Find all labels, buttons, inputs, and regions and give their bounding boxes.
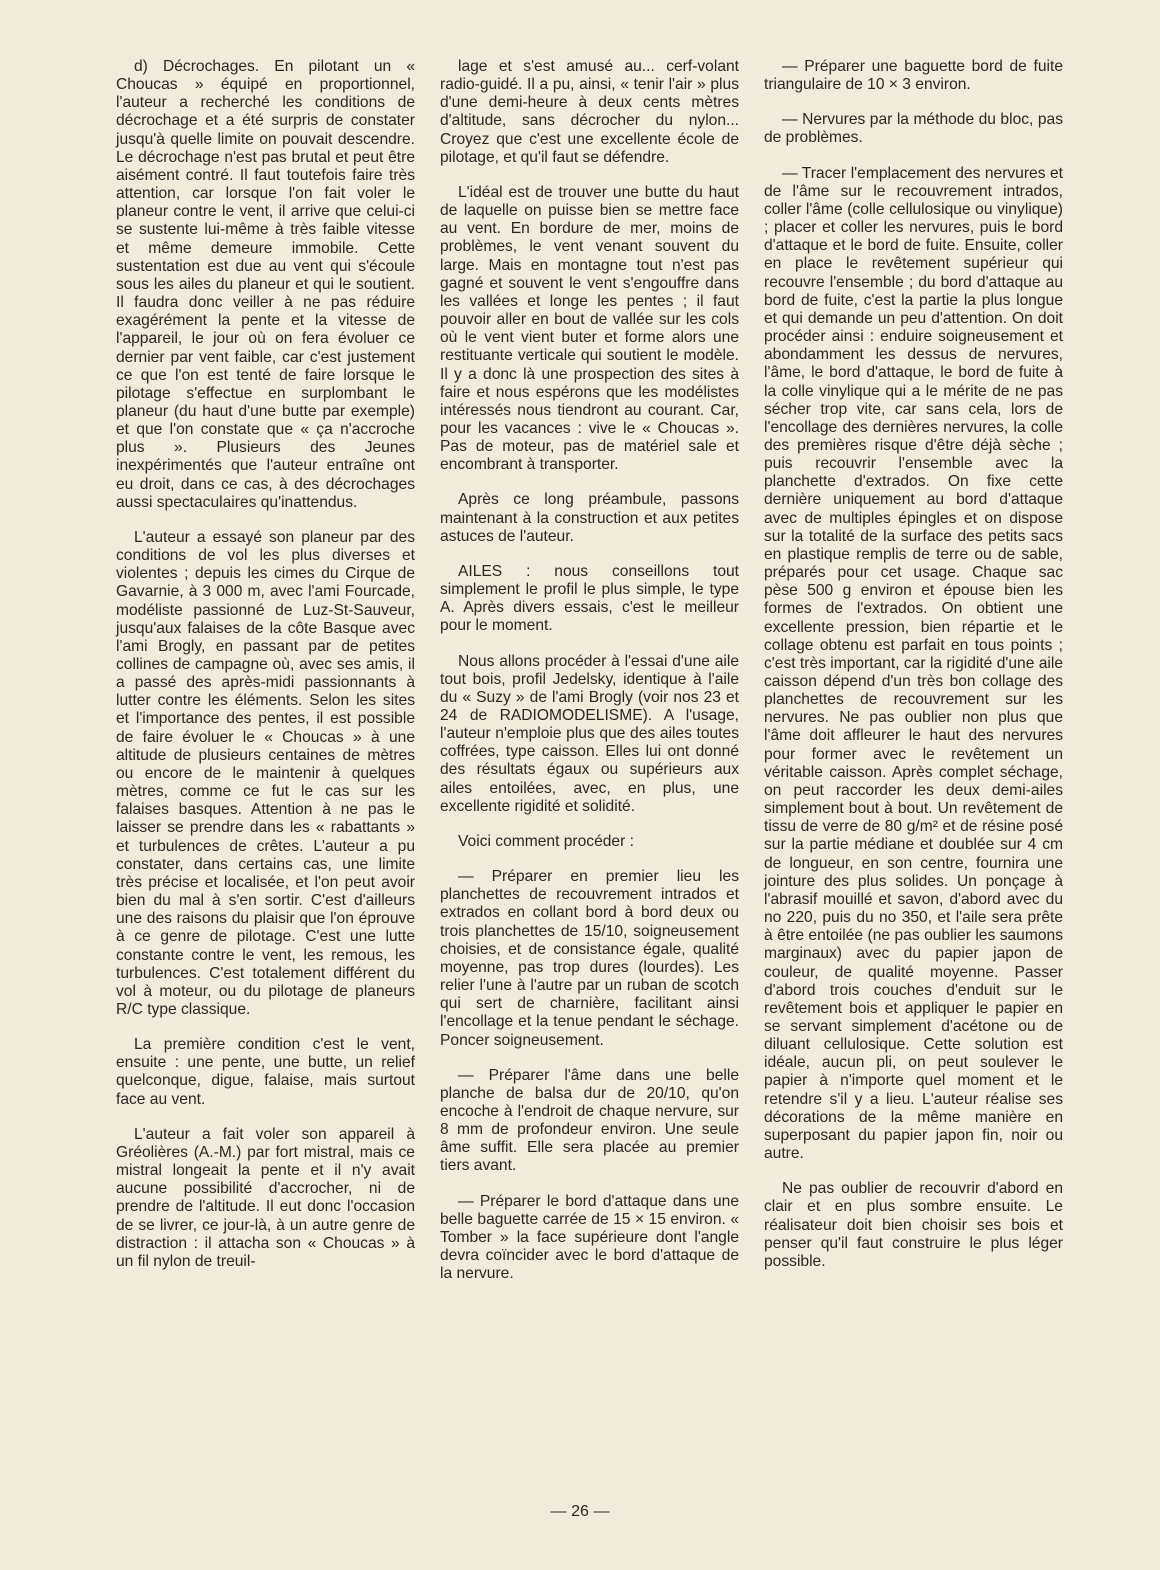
paragraph: — Préparer une baguette bord de fuite triangulaire de 10 × 3 environ. [764, 58, 1063, 94]
paragraph: — Préparer en premier lieu les planchettes de recouvrement intrados et extrados en collant bord à bord deux ou trois planchettes de 15/10, soigneusement choisies, et de consistance égale, qualité moyenne, pas trop dures (lourdes). Les relier l'une à l'autre par un ruban de scotch qui sert de charnière, facilitant ainsi l'encollage et la tenue pendant le séchage. Poncer soigneusement. [440, 868, 739, 1049]
paragraph: — Préparer l'âme dans une belle planche de balsa dur de 20/10, qu'on encoche à l'endroit de chaque nervure, sur 8 mm de profondeur environ. Une seule âme suffit. Elle sera placée au premier tiers avant. [440, 1066, 739, 1175]
text-column-middle [440, 58, 739, 1300]
paragraph: Voici comment procéder : [458, 832, 634, 850]
paragraph: lage et s'est amusé au... cerf-volant radio-guidé. Il a pu, ainsi, « tenir l'air » plus d'une demi-heure à deux cents mètres d'altitude, sans décrocher du nylon... Croyez que c'est une excellente école de pilotage, et qu'il faut se défendre. [440, 58, 739, 166]
text-column-left [116, 58, 415, 1288]
paragraph: L'auteur a essayé son planeur par des conditions de vol les plus diverses et violentes ; depuis les cimes du Cirque de Gavarnie, à 3 000 m, avec l'ami Fourcade, modéliste passionné de Luz-St-Sauveur, jusqu'aux falaises de la côte Basque avec l'ami Brogly, en passant par de petites collines de campagne où, avec ses amis, il a passé des après-midi passionnants à lutter contre les éléments. Selon les sites et l'importance des pentes, il est possible de faire évoluer le « Choucas » à une altitude de plusieurs centaines de mètres ou encore de le maintenir à quelques mètres, comme ce fut le cas sur les falaises basques. Attention à ne pas le laisser se prendre dans les « rabattants » et turbulences de crêtes. L'auteur a pu constater, dans certains cas, une limite très précise et localisée, et l'on peut avoir bien du mal à s'en sortir. C'est d'ailleurs une des raisons du plaisir que l'on éprouve à ce genre de pilotage. C'est une lutte constante contre le vent, les remous, les turbulences. C'est totalement différent du vol à moteur, ou du pilotage de planeurs R/C type classique. [116, 528, 415, 1018]
paragraph: — Nervures par la méthode du bloc, pas de problèmes. [764, 111, 1063, 147]
paragraph: L'auteur a fait voler son appareil à Gréolières (A.-M.) par fort mistral, mais ce mistral longeait la pente et il n'y avait aucune possibilité d'accrocher, ni de prendre de l'altitude. Il eut donc l'occasion de se livrer, ce jour-là, à un autre genre de distraction : il attacha son « Choucas » à un fil nylon de treuil- [116, 1125, 415, 1270]
paragraph: Nous allons procéder à l'essai d'une aile tout bois, profil Jedelsky, identique à l'aile du « Suzy » de l'ami Brogly (voir nos 23 et 24 de RADIOMODELISME). A l'usage, l'auteur n'emploie plus que des ailes toutes coffrées, type caisson. Elles lui ont donné des résultats égaux ou supérieurs aux ailes entoilées, avec, en plus, une excellente rigidité et solidité. [440, 652, 739, 815]
paragraph: d) Décrochages. En pilotant un « Choucas » équipé en proportionnel, l'auteur a recherché les conditions de décrochage et a été surpris de constater jusqu'à quelle limite on pouvait descendre. Le décrochage n'est pas brutal et peut être aisément contré. Il faut toutefois faire très attention, car lorsque l'on fait voler le planeur contre le vent, il arrive que celui-ci se sustente lui-même à très faible vitesse et même demeure immobile. Cette sustentation est due au vent qui s'écoule sous les ailes du planeur et qui le soutient. Il faudra donc veiller à ne pas réduire exagérément la pente et la vitesse de l'appareil, le jour où on fera évoluer ce dernier par vent faible, car c'est justement ce que l'on est tenté de faire lorsque le pilotage s'effectue en surplombant le planeur (du haut d'une butte par exemple) et que l'on constate que « ça n'accroche plus ». Plusieurs des Jeunes inexpérimentés que l'auteur entraîne ont eu droit, dans ce cas, à des décrochages aussi spectaculaires qu'inattendus. [116, 58, 415, 511]
paragraph: Après ce long préambule, passons maintenant à la construction et aux petites astuces de l'auteur. [440, 491, 739, 545]
paragraph: — Tracer l'emplacement des nervures et de l'âme sur le recouvrement intrados, coller l'âme (colle cellulosique ou vinylique) ; placer et coller les nervures, puis le bord d'attaque et le bord de fuite. Ensuite, coller en place le revêtement supérieur qui recouvre l'ensemble ; du bord d'attaque au bord de fuite, c'est la partie la plus longue et qui demande un peu d'attention. On doit procéder ainsi : enduire soigneusement et abondamment les dessus de nervures, l'âme, le bord d'attaque, le bord de fuite à la colle vinylique qui a le mérite de ne pas sécher trop vite, car sans cela, lors de l'encollage des dernières nervures, la colle des premières risque d'être déjà sèche ; puis recouvrir l'ensemble avec la planchette d'extrados. On fixe cette dernière uniquement au bord d'attaque avec de multiples épingles et on dispose sur la totalité de la surface des petits sacs en plastique remplis de terre ou de sable, préparés pour cet usage. Chaque sac pèse 500 g environ et épouse bien les formes de l'extrados. On obtient une excellente pression, bien répartie et le collage obtenu est parfait en tous points ; c'est très important, car la rigidité d'une aile caisson dépend d'un très bon collage des planchettes de recouvrement sur les nervures. Ne pas oublier non plus que l'âme doit affleurer le haut des nervures pour former avec le revêtement un véritable caisson. Après complet séchage, on peut raccorder les deux demi-ailes simplement bout à bout. Un revêtement de tissu de verre de 80 g/m² et de résine posé sur la partie médiane et doublée sur 4 cm de longueur, en son centre, fournira une jointure des plus solides. Un ponçage à l'abrasif mouillé et savon, d'abord avec du no 220, puis du no 350, et l'aile sera prête à être entoilée (ne pas oublier les saumons marginaux) avec du papier japon de couleur, de qualité moyenne. Passer d'abord trois couches d'enduit sur le revêtement bois et appliquer le papier en se servant simplement d'acétone ou de diluant cellulosique. Cette solution est idéale, aucun pli, on peut soulever le papier à n'importe quel moment et le retendre s'il y a lieu. L'auteur réalise ses décorations de la même manière en superposant du papier japon fin, noir ou autre. [764, 164, 1063, 1163]
text-column-right [764, 58, 1063, 1288]
page-number: — 26 — [550, 1503, 610, 1520]
paragraph: L'idéal est de trouver une butte du haut de laquelle on puisse bien se mettre face au vent. En bordure de mer, moins de problèmes, le vent venant souvent du large. Mais en montagne tout n'est pas gagné et souvent le vent s'engouffre dans les vallées et longe les pentes ; il faut pouvoir aller en bout de vallée sur les cols où le vent vient buter et forme alors une restituante verticale qui soutient le modèle. Il y a donc là une prospection des sites à faire et nous espérons que les modélistes intéressés nous tiendront au courant. Car, pour les vacances : vive le « Choucas ». Pas de moteur, pas de matériel sale et encombrant à transporter. [440, 183, 739, 474]
paragraph: — Préparer le bord d'attaque dans une belle baguette carrée de 15 × 15 environ. « Tomber » la face supérieure dont l'angle devra coïncider avec le bord d'attaque de la nervure. [440, 1192, 739, 1283]
paragraph: AILES : nous conseillons tout simplement le profil le plus simple, le type A. Après divers essais, c'est le meilleur pour le moment. [440, 562, 739, 635]
paragraph: Ne pas oublier de recouvrir d'abord en clair et en plus sombre ensuite. Le réalisateur doit bien choisir ses bois et penser qu'il faut construire le plus léger possible. [764, 1180, 1063, 1270]
paragraph: La première condition c'est le vent, ensuite : une pente, une butte, un relief quelconque, digue, falaise, mais surtout face au vent. [116, 1036, 415, 1108]
